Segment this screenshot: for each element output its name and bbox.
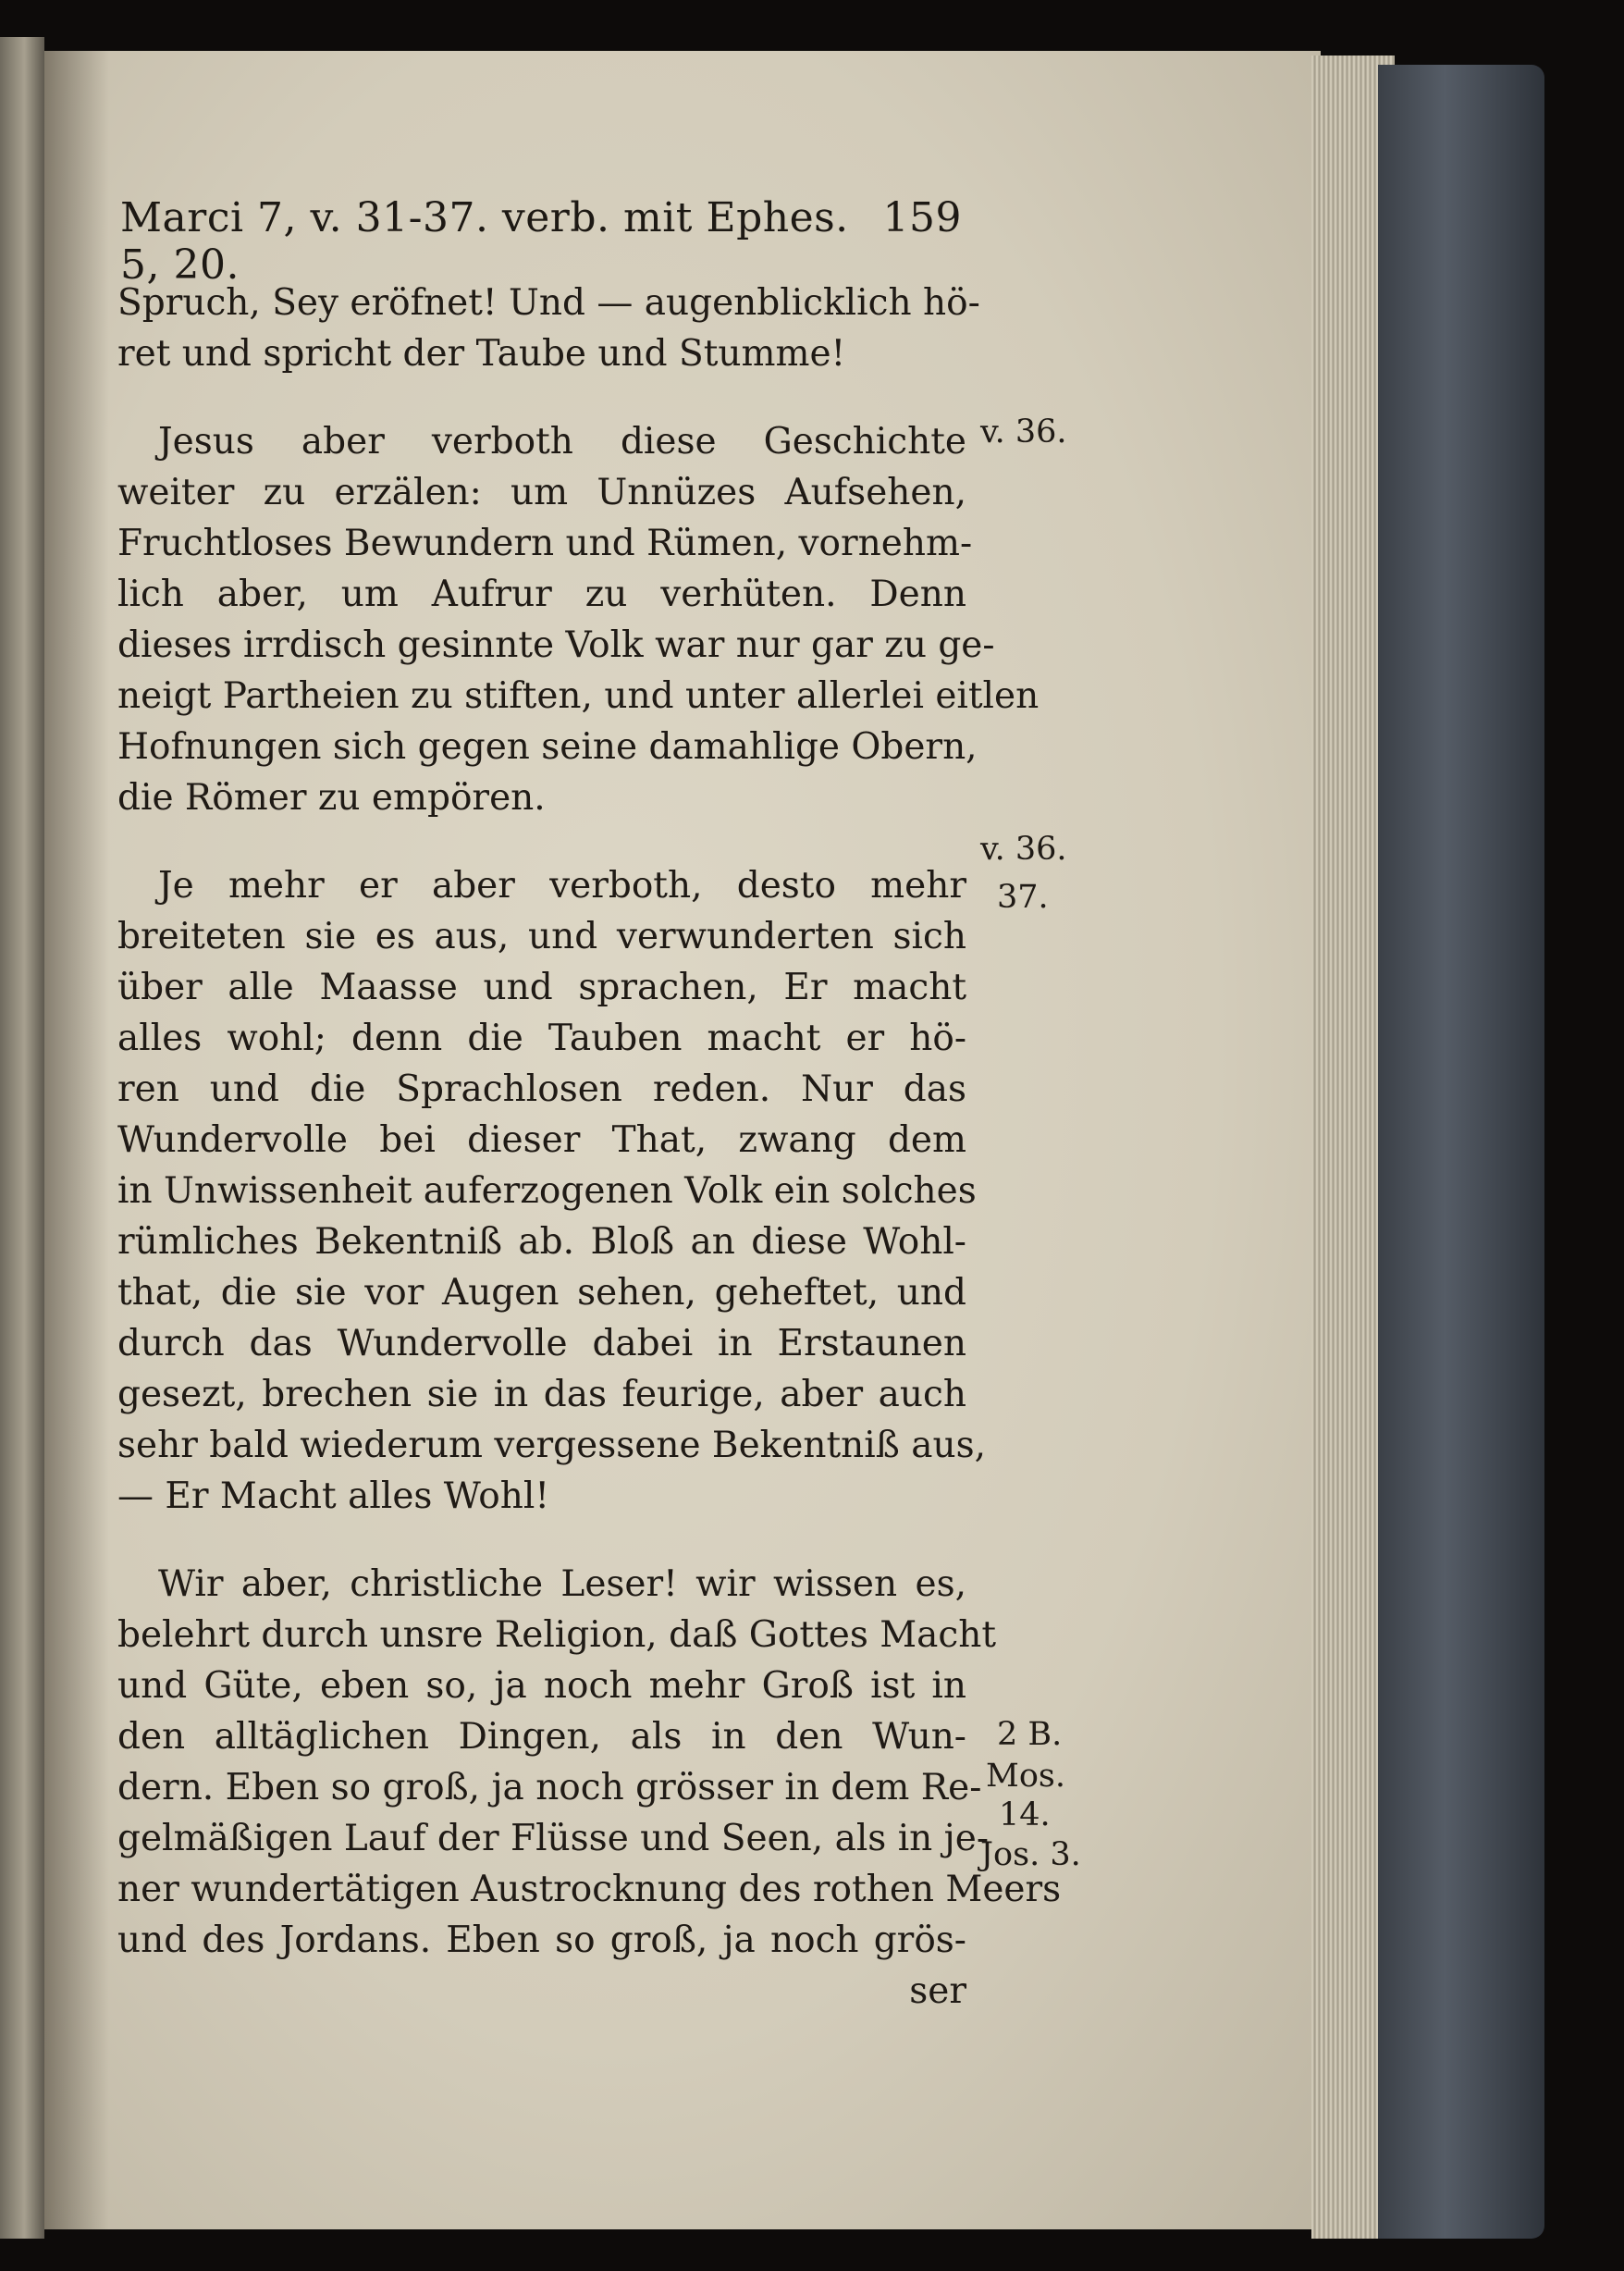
margin-note-reference: Jos. 3. [980, 1836, 1081, 1873]
text-line: gesezt, brechen sie in das feurige, aber auch [117, 1374, 966, 1415]
text-line: weiter zu erzälen: um Unnüzes Aufsehen, [117, 472, 966, 513]
margin-note-reference: 2 B. [997, 1716, 1063, 1753]
running-head [120, 194, 962, 289]
text-line: dieses irrdisch gesinnte Volk war nur gar zu ge- [117, 624, 995, 666]
book-cover [1378, 65, 1544, 2239]
text-line: neigt Partheien zu stiften, und unter allerlei eitlen [117, 675, 1040, 717]
left-page-edge [0, 37, 44, 2239]
text-line: Hofnungen sich gegen seine damahlige Obern, [117, 726, 978, 768]
text-line: durch das Wundervolle dabei in Erstaunen [117, 1323, 966, 1364]
running-head-title: Marci 7, v. 31-37. verb. mit Ephes. 5, 20. [120, 194, 849, 289]
text-line: Fruchtloses Bewundern und Rümen, vornehm- [117, 523, 973, 564]
margin-note-verse: v. 36. [980, 413, 1067, 450]
text-line: alles wohl; denn die Tauben macht er hö- [117, 1018, 966, 1059]
text-line: in Unwissenheit auferzogenen Volk ein solches [117, 1170, 977, 1212]
catchword: ser [909, 1970, 966, 2012]
text-line: sehr bald wiederum vergessene Bekentniß aus, [117, 1425, 986, 1466]
text-line: — Er Macht alles Wohl! [117, 1475, 549, 1517]
text-line: Je mehr er aber verboth, desto mehr [158, 865, 966, 907]
text-line: lich aber, um Aufrur zu verhüten. Denn [117, 574, 966, 615]
text-line: und Güte, eben so, ja noch mehr Groß ist in [117, 1665, 966, 1707]
margin-note-reference: 14. [999, 1796, 1051, 1833]
text-line: Spruch, Sey eröfnet! Und — augenblicklich hö- [117, 282, 980, 324]
text-line: die Römer zu empören. [117, 777, 546, 819]
text-line: belehrt durch unsre Religion, daß Gottes Macht [117, 1614, 997, 1656]
text-line: Wundervolle bei dieser That, zwang dem [117, 1119, 966, 1161]
margin-note-verse: 37. [997, 879, 1049, 916]
text-line: that, die sie vor Augen sehen, geheftet, und [117, 1272, 966, 1314]
text-line: breiteten sie es aus, und verwunderten sich [117, 916, 966, 957]
text-line: den alltäglichen Dingen, als in den Wun- [117, 1716, 966, 1758]
text-line: ner wundertätigen Austrocknung des rothen Meers [117, 1869, 1062, 1910]
text-line: Wir aber, christliche Leser! wir wissen es, [158, 1563, 966, 1605]
margin-note-reference: Mos. [986, 1758, 1065, 1795]
text-line: über alle Maasse und sprachen, Er macht [117, 967, 966, 1008]
text-line: ren und die Sprachlosen reden. Nur das [117, 1068, 966, 1110]
margin-note-verse: v. 36. [980, 831, 1067, 868]
text-line: ret und spricht der Taube und Stumme! [117, 333, 846, 375]
paragraph-3 [117, 860, 986, 1522]
text-line: Jesus aber verboth diese Geschichte [158, 421, 966, 463]
text-line: rümliches Bekentniß ab. Bloß an diese Wohl- [117, 1221, 966, 1263]
text-line: und des Jordans. Eben so groß, ja noch grös- [117, 1919, 966, 1961]
page-number: 159 [882, 194, 962, 241]
text-line: gelmäßigen Lauf der Flüsse und Seen, als in je- [117, 1818, 990, 1859]
page-gutter-shadow [44, 51, 109, 2229]
paragraph-1 [117, 278, 980, 379]
text-line: dern. Eben so groß, ja noch grösser in dem Re- [117, 1767, 982, 1808]
